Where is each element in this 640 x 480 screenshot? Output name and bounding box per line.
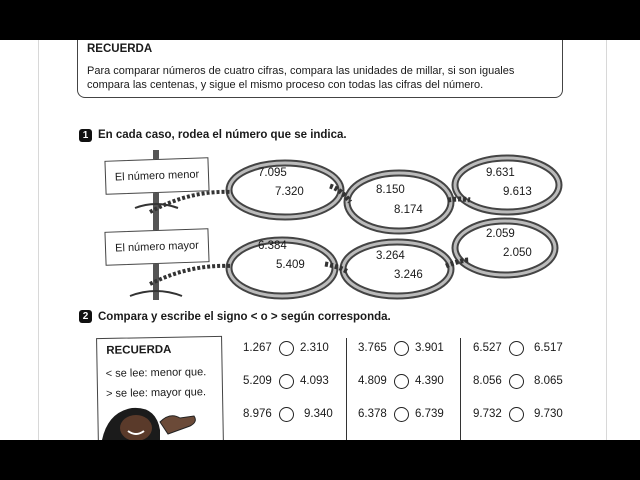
answer-circle[interactable]	[279, 374, 294, 389]
girl-hand	[160, 416, 195, 434]
compare-left: 6.527	[473, 342, 502, 354]
question-2-text: Compara y escribe el signo < o > según corresponda.	[98, 311, 391, 323]
answer-circle[interactable]	[509, 374, 524, 389]
greater-than-note: > se lee: mayor que.	[105, 386, 207, 400]
compare-left: 6.378	[358, 408, 387, 420]
recuerda-signs-title: RECUERDA	[106, 343, 172, 357]
girl-face	[120, 415, 152, 440]
chain-number[interactable]: 2.050	[503, 247, 532, 259]
compare-right: 4.093	[300, 375, 329, 387]
chain-number[interactable]: 5.409	[276, 259, 305, 271]
compare-right: 9.730	[534, 408, 563, 420]
sign-menor: El número menor	[104, 157, 209, 195]
compare-left: 5.209	[243, 375, 272, 387]
chain-number[interactable]: 8.150	[376, 184, 405, 196]
column-divider	[346, 338, 347, 440]
compare-right: 8.065	[534, 375, 563, 387]
rope	[150, 192, 232, 212]
answer-circle[interactable]	[394, 374, 409, 389]
compare-left: 8.976	[243, 408, 272, 420]
compare-left: 3.765	[358, 342, 387, 354]
chain-number[interactable]: 9.631	[486, 167, 515, 179]
chain-ring-highlight	[347, 173, 451, 231]
chain-number[interactable]: 6.384	[258, 240, 287, 252]
answer-circle[interactable]	[394, 407, 409, 422]
compare-right: 2.310	[300, 342, 329, 354]
compare-right: 6.739	[415, 408, 444, 420]
girl-illustration	[98, 400, 208, 440]
compare-right: 9.340	[304, 408, 333, 420]
recuerda-title: RECUERDA	[87, 43, 153, 55]
compare-right: 3.901	[415, 342, 444, 354]
column-divider	[460, 338, 461, 440]
chain-number[interactable]: 7.095	[258, 167, 287, 179]
answer-circle[interactable]	[509, 341, 524, 356]
rope	[150, 266, 232, 284]
compare-left: 4.809	[358, 375, 387, 387]
chain-number[interactable]: 8.174	[394, 204, 423, 216]
sign-mayor: El número mayor	[104, 228, 209, 266]
recuerda-line-1: Para comparar números de cuatro cifras, compara las unidades de millar, si son iguales	[87, 65, 515, 77]
chain-number[interactable]: 2.059	[486, 228, 515, 240]
recuerda-line-2: compara las centenas, y sigue el mismo proceso con todas las cifras del número.	[87, 79, 484, 91]
answer-circle[interactable]	[279, 341, 294, 356]
chain-number[interactable]: 3.264	[376, 250, 405, 262]
less-than-note: < se lee: menor que.	[105, 366, 207, 380]
compare-right: 6.517	[534, 342, 563, 354]
chain-number[interactable]: 9.613	[503, 186, 532, 198]
compare-right: 4.390	[415, 375, 444, 387]
question-2-number: 2	[79, 310, 92, 323]
compare-left: 8.056	[473, 375, 502, 387]
chain-number[interactable]: 7.320	[275, 186, 304, 198]
answer-circle[interactable]	[509, 407, 524, 422]
answer-circle[interactable]	[394, 341, 409, 356]
question-1-number: 1	[79, 129, 92, 142]
worksheet-page	[0, 40, 640, 440]
compare-left: 1.267	[243, 342, 272, 354]
answer-circle[interactable]	[279, 407, 294, 422]
compare-left: 9.732	[473, 408, 502, 420]
question-1-text: En cada caso, rodea el número que se indica.	[98, 129, 347, 141]
chain-number[interactable]: 3.246	[394, 269, 423, 281]
